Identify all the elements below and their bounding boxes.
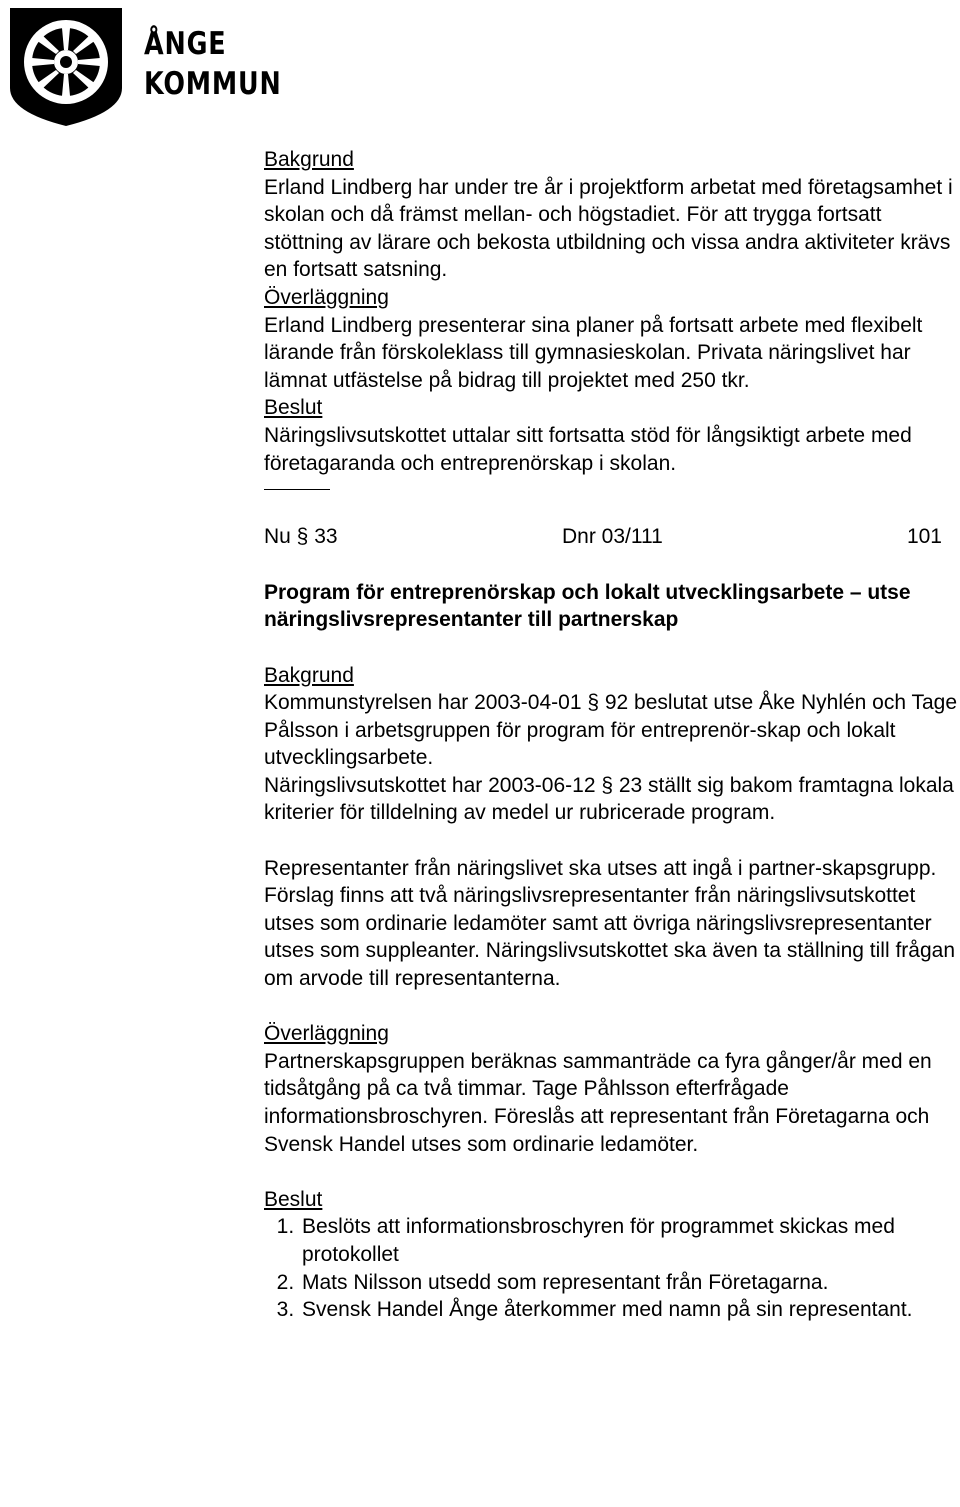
list-item: 1. Beslöts att informationsbroschyren för programmet skickas med protokollet — [300, 1213, 960, 1268]
decision-list — [264, 1213, 960, 1323]
paragraph-bakgrund-2a: Kommunstyrelsen har 2003-04-01 § 92 beslutat utse Åke Nyhlén och Tage Pålsson i arbetsgruppen för program för entreprenör-skap och lokalt utvecklingsarbete. — [264, 691, 958, 770]
heading-overlaggning-2: Överläggning — [264, 1022, 389, 1046]
paragraph-beslut: Näringslivsutskottet uttalar sitt fortsatta stöd för långsiktigt arbete med företagaranda och entreprenörskap i skolan. — [264, 423, 912, 475]
heading-beslut-2: Beslut — [264, 1187, 323, 1211]
item-title: Program för entreprenörskap och lokalt utvecklingsarbete – utse näringslivsrepresentanter till partnerskap — [264, 580, 911, 632]
wheel-shield-icon — [4, 4, 128, 128]
heading-bakgrund: Bakgrund — [264, 148, 354, 171]
paragraph-overlaggning: Erland Lindberg presenterar sina planer på fortsatt arbete med flexibelt lärande från förskoleklass till gymnasieskolan. Privata näringslivet har lämnat utfästelse på bidrag till projektet med 250 tkr. — [264, 313, 923, 392]
heading-beslut: Beslut — [264, 396, 323, 420]
paragraph-bakgrund-2c: Representanter från näringslivet ska utses att ingå i partner-skapsgrupp. Förslag finns att två näringslivsrepresentanter från näringslivsutskottet utses som ordinarie ledamöter samt att övriga näringslivsrepresentanter utses som suppleanter. Näringslivsutskottet ska även ta ställning till frågan om arvode till representanterna. — [264, 856, 956, 991]
list-item: 3. Svensk Handel Ånge återkommer med namn på sin representant. — [300, 1296, 960, 1324]
paragraph-bakgrund-2b: Näringslivsutskottet har 2003-06-12 § 23 ställt sig bakom framtagna lokala kriterier för tilldelning av medel ur rubricerade program. — [264, 773, 954, 825]
heading-overlaggning: Överläggning — [264, 285, 389, 309]
case-number: Dnr 03/111 — [562, 525, 663, 549]
list-item: 2. Mats Nilsson utsedd som representant från Företagarna. — [300, 1269, 960, 1297]
ange-kommun-logo — [4, 4, 282, 128]
paragraph-overlaggning-2: Partnerskapsgruppen beräknas sammanträde ca fyra gånger/år med en tidsåtgång på ca två timmar. Tage Påhlsson efterfrågade informationsbroschyren. Föreslås att representant från Företagarna och Svensk Handel utses som ordinarie ledamöter. — [264, 1049, 932, 1156]
protocol-body — [264, 146, 960, 1324]
page-number: 101 — [906, 525, 942, 549]
section-divider — [264, 489, 330, 490]
paragraph-number: Nu § 33 — [264, 525, 338, 549]
paragraph-bakgrund: Erland Lindberg har under tre år i projektform arbetat med företagsamhet i skolan och då främst mellan- och högstadiet. För att trygga fortsatt stöttning av lärare och bekosta utbildning och vissa andra aktiviteter krävs en fortsatt satsning. — [264, 175, 953, 282]
logo-text-line2: KOMMUN — [144, 66, 282, 102]
heading-bakgrund-2: Bakgrund — [264, 663, 354, 687]
logo-text-line1: ÅNGE — [144, 26, 227, 62]
paragraph-reference-line — [264, 523, 960, 551]
